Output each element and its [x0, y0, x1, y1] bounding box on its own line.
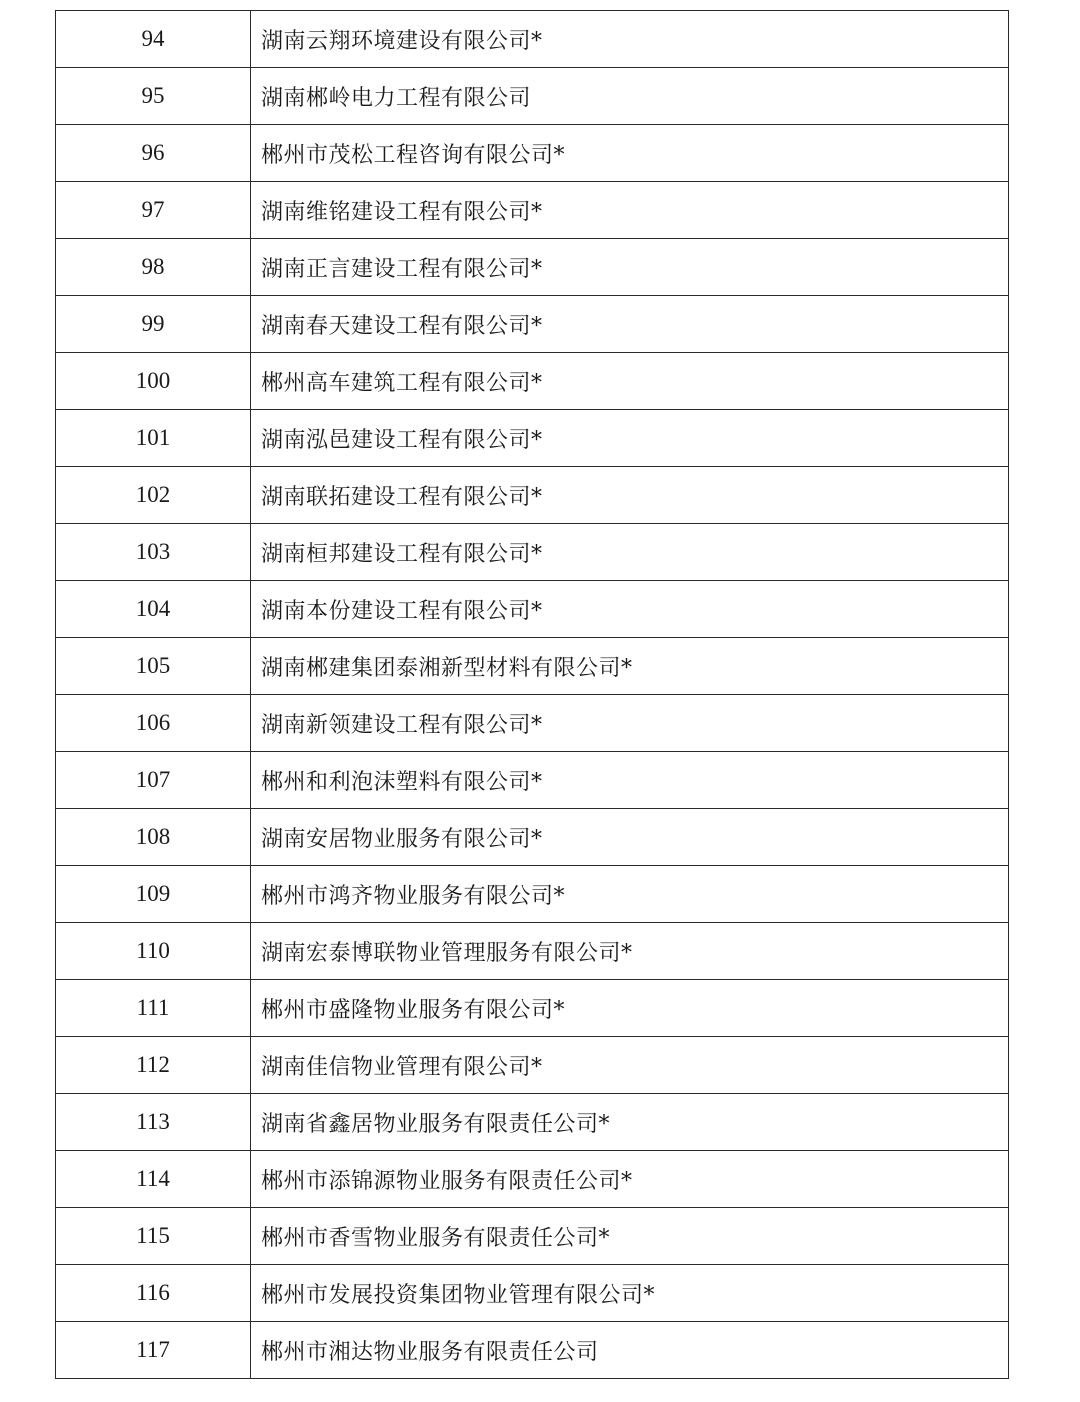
table-row [56, 1265, 1009, 1322]
row-number: 98 [56, 239, 251, 296]
row-number: 94 [56, 11, 251, 68]
row-number: 111 [56, 980, 251, 1037]
row-number: 108 [56, 809, 251, 866]
company-name: 郴州市发展投资集团物业管理有限公司* [251, 1265, 1009, 1322]
company-name: 湖南省鑫居物业服务有限责任公司* [251, 1094, 1009, 1151]
table-row [56, 296, 1009, 353]
row-number: 95 [56, 68, 251, 125]
company-name: 郴州和利泡沫塑料有限公司* [251, 752, 1009, 809]
row-number: 97 [56, 182, 251, 239]
company-name: 湖南本份建设工程有限公司* [251, 581, 1009, 638]
company-name: 湖南春天建设工程有限公司* [251, 296, 1009, 353]
table-row [56, 410, 1009, 467]
table-row [56, 182, 1009, 239]
row-number: 105 [56, 638, 251, 695]
table-row [56, 467, 1009, 524]
table-row [56, 923, 1009, 980]
table-row [56, 239, 1009, 296]
company-name: 湖南佳信物业管理有限公司* [251, 1037, 1009, 1094]
table-row [56, 11, 1009, 68]
company-name: 郴州市香雪物业服务有限责任公司* [251, 1208, 1009, 1265]
company-name: 湖南云翔环境建设有限公司* [251, 11, 1009, 68]
company-name: 湖南安居物业服务有限公司* [251, 809, 1009, 866]
table-row [56, 809, 1009, 866]
company-name: 湖南郴岭电力工程有限公司 [251, 68, 1009, 125]
table-row [56, 980, 1009, 1037]
row-number: 114 [56, 1151, 251, 1208]
table-row [56, 695, 1009, 752]
row-number: 117 [56, 1322, 251, 1379]
company-name: 湖南泓邑建设工程有限公司* [251, 410, 1009, 467]
row-number: 115 [56, 1208, 251, 1265]
company-name: 郴州市茂松工程咨询有限公司* [251, 125, 1009, 182]
table-row [56, 1151, 1009, 1208]
company-name: 郴州市盛隆物业服务有限公司* [251, 980, 1009, 1037]
company-name: 湖南宏泰博联物业管理服务有限公司* [251, 923, 1009, 980]
company-name: 湖南新领建设工程有限公司* [251, 695, 1009, 752]
company-list-body [56, 11, 1009, 1379]
company-name: 湖南郴建集团泰湘新型材料有限公司* [251, 638, 1009, 695]
row-number: 100 [56, 353, 251, 410]
table-row [56, 752, 1009, 809]
table-row [56, 68, 1009, 125]
row-number: 116 [56, 1265, 251, 1322]
row-number: 113 [56, 1094, 251, 1151]
row-number: 110 [56, 923, 251, 980]
company-name: 郴州市鸿齐物业服务有限公司* [251, 866, 1009, 923]
company-name: 湖南联拓建设工程有限公司* [251, 467, 1009, 524]
row-number: 99 [56, 296, 251, 353]
company-name: 郴州市湘达物业服务有限责任公司 [251, 1322, 1009, 1379]
row-number: 96 [56, 125, 251, 182]
row-number: 106 [56, 695, 251, 752]
row-number: 112 [56, 1037, 251, 1094]
table-row [56, 638, 1009, 695]
table-row [56, 1322, 1009, 1379]
row-number: 104 [56, 581, 251, 638]
table-row [56, 1037, 1009, 1094]
company-name: 郴州高车建筑工程有限公司* [251, 353, 1009, 410]
table-row [56, 125, 1009, 182]
company-name: 郴州市添锦源物业服务有限责任公司* [251, 1151, 1009, 1208]
row-number: 103 [56, 524, 251, 581]
row-number: 107 [56, 752, 251, 809]
row-number: 109 [56, 866, 251, 923]
table-row [56, 581, 1009, 638]
table-row [56, 866, 1009, 923]
row-number: 101 [56, 410, 251, 467]
company-name: 湖南正言建设工程有限公司* [251, 239, 1009, 296]
company-list-table [55, 10, 1009, 1379]
table-row [56, 524, 1009, 581]
row-number: 102 [56, 467, 251, 524]
table-row [56, 1208, 1009, 1265]
table-row [56, 353, 1009, 410]
table-row [56, 1094, 1009, 1151]
company-name: 湖南桓邦建设工程有限公司* [251, 524, 1009, 581]
company-name: 湖南维铭建设工程有限公司* [251, 182, 1009, 239]
